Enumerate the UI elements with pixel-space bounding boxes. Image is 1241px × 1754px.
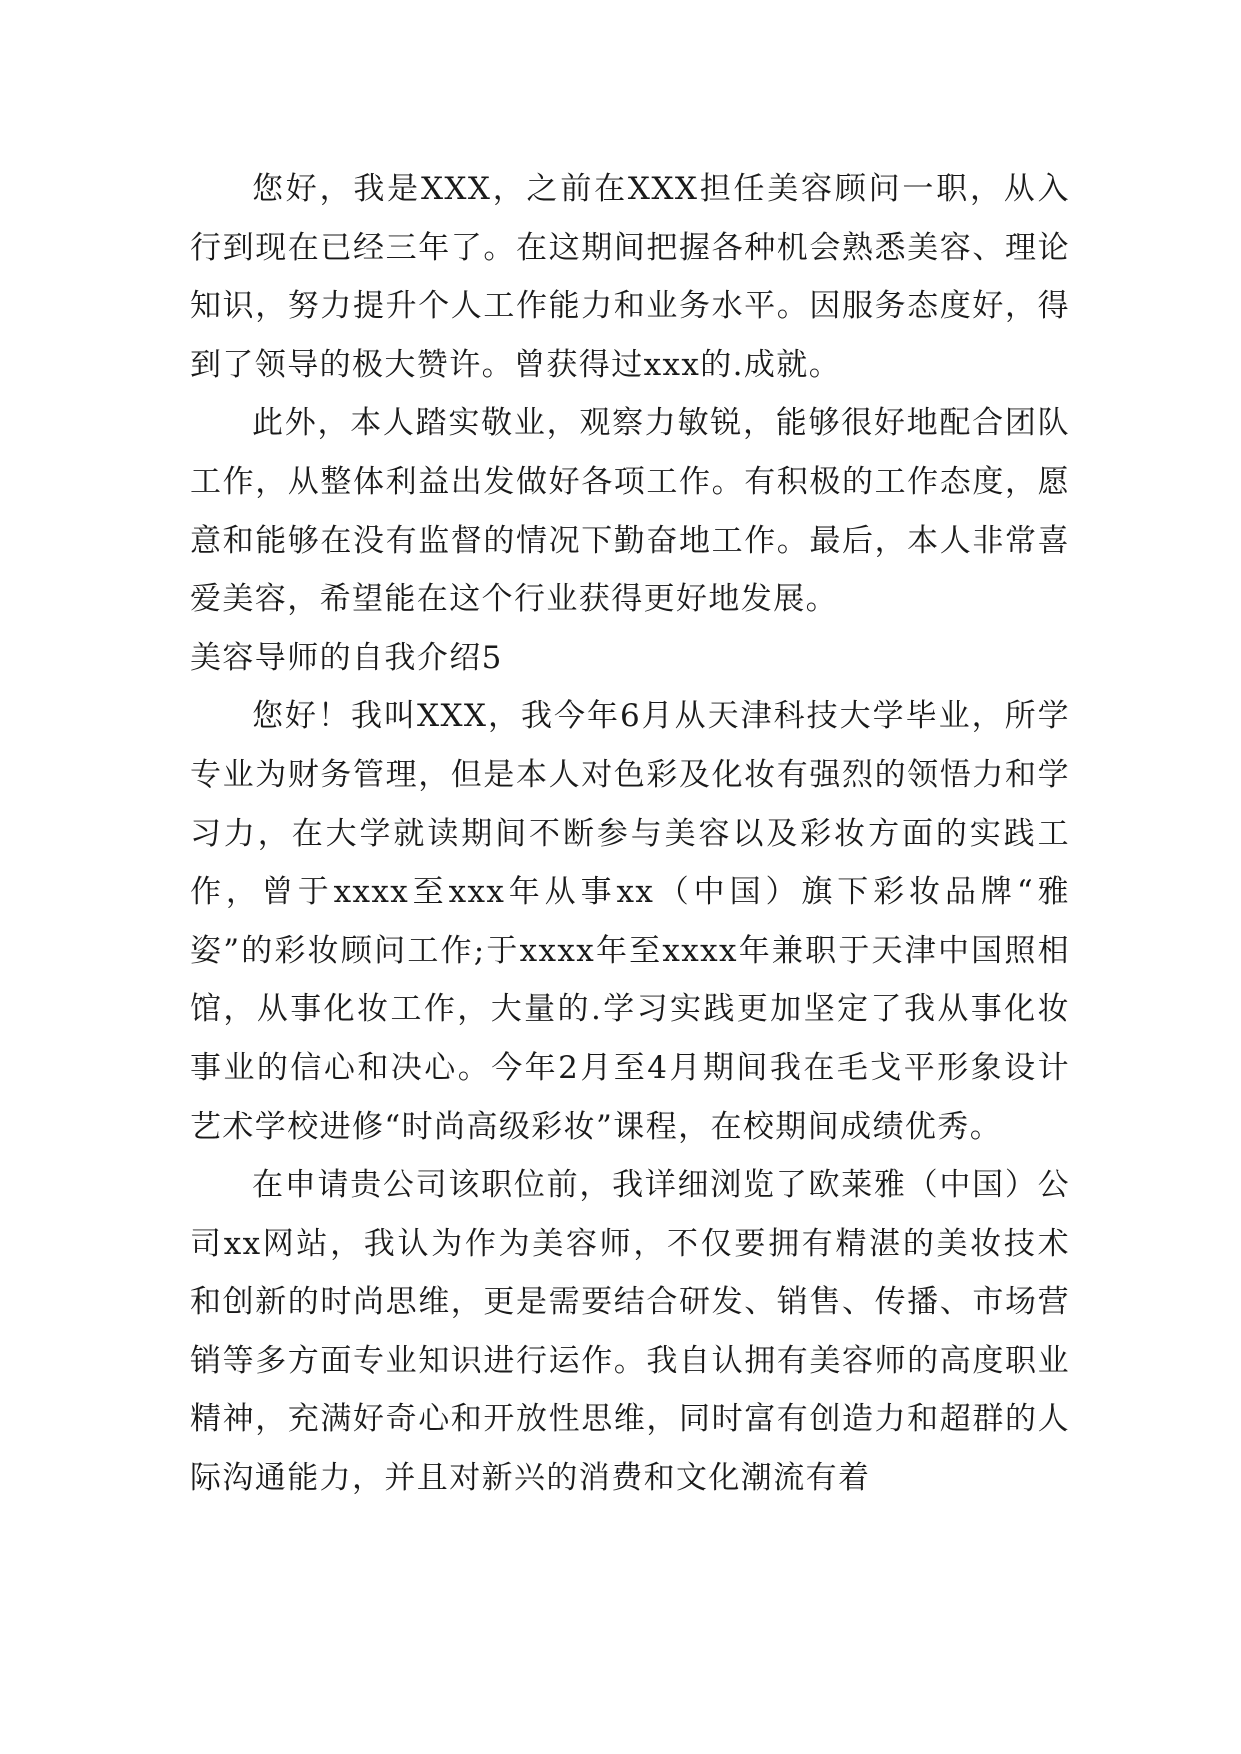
paragraph-education: 您好！我叫XXX，我今年6月从天津科技大学毕业，所学专业为财务管理，但是本人对色彩及化妆有强烈的领悟力和学习力，在大学就读期间不断参与美容以及彩妆方面的实践工作，曾于xxxx至xxx年从事xx（中国）旗下彩妆品牌“雅姿”的彩妆顾问工作;于xxxx年至xxxx年兼职于天津中国照相馆，从事化妆工作，大量的.学习实践更加坚定了我从事化妆事业的信心和决心。今年2月至4月期间我在毛戈平形象设计艺术学校进修“时尚高级彩妆”课程，在校期间成绩优秀。 xyxy=(190,698,1070,1145)
paragraph-intro: 您好，我是XXX，之前在XXX担任美容顾问一职，从入行到现在已经三年了。在这期间把握各种机会熟悉美容、理论知识，努力提升个人工作能力和业务水平。因服务态度好，得到了领导的极大赞许。曾获得过xxx的.成就。 xyxy=(190,171,1070,383)
document-body xyxy=(190,160,1070,1508)
paragraph-qualities: 此外，本人踏实敬业，观察力敏锐，能够很好地配合团队工作，从整体利益出发做好各项工作。有积极的工作态度，愿意和能够在没有监督的情况下勤奋地工作。最后，本人非常喜爱美容，希望能在这个行业获得更好地发展。 xyxy=(190,405,1070,618)
section-heading: 美容导师的自我介绍5 xyxy=(190,639,503,676)
paragraph-application: 在申请贵公司该职位前，我详细浏览了欧莱雅（中国）公司xx网站，我认为作为美容师，不仅要拥有精湛的美妆技术和创新的时尚思维，更是需要结合研发、销售、传播、市场营销等多方面专业知识进行运作。我自认拥有美容师的高度职业精神，充满好奇心和开放性思维，同时富有创造力和超群的人际沟通能力，并且对新兴的消费和文化潮流有着 xyxy=(190,1167,1070,1497)
